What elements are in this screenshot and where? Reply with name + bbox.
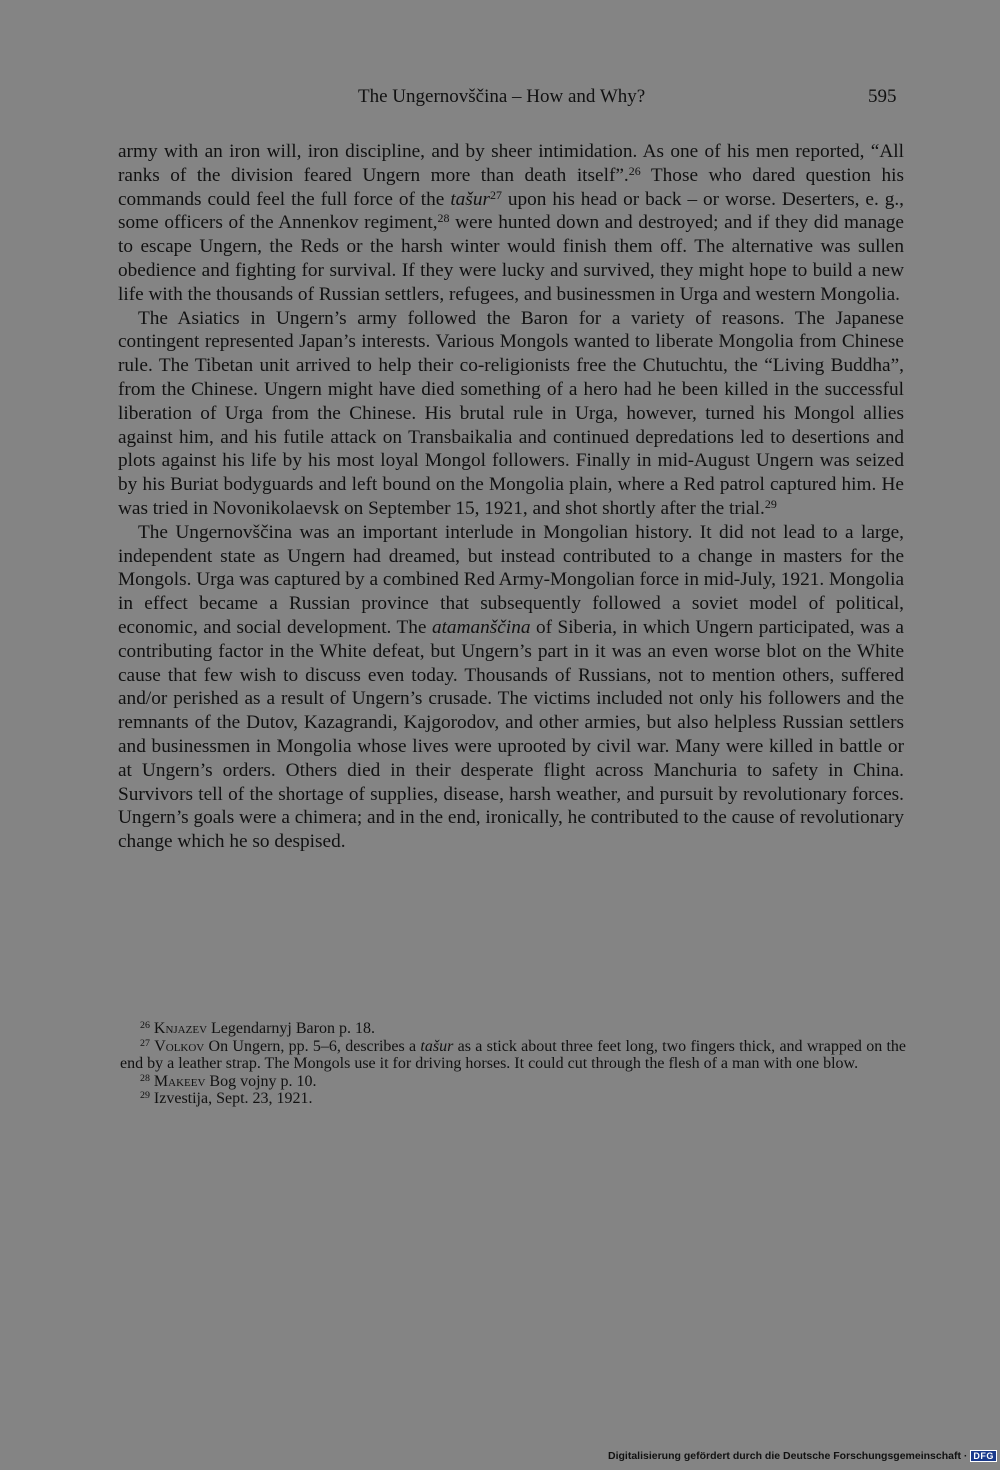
footnote-marker: 27 xyxy=(489,187,502,202)
footnotes xyxy=(120,1020,906,1108)
footnote-marker: 28 xyxy=(140,1072,150,1084)
text-run: army with an iron will, iron discipline, and by sheer intimidation. As one of his men reported, “All ranks of the division feared Ungern more than death itself”. xyxy=(118,141,904,186)
author-name: Volkov xyxy=(154,1037,205,1055)
text-run: were hunted down and destroyed; and if they did manage to escape Ungern, the Reds or the harsh winter would finish them off. The alternative was sullen obedience and fighting for survival. If they were lucky and survived, they might hope to build a new life with the thousands of Russian settlers, refugees, and businessmen in Urga and western Mongolia. xyxy=(118,212,904,305)
footnote-marker: 26 xyxy=(140,1020,150,1032)
footnote-marker: 29 xyxy=(140,1090,150,1102)
page-number: 595 xyxy=(868,86,897,107)
footnote-marker: 27 xyxy=(140,1037,150,1049)
text-run: as a stick about three feet long, two fingers thick, and wrapped on the end by a leather strap. The Mongols use it for driving horses. It could cut through the flesh of a man with one blow. xyxy=(120,1037,907,1072)
italic-term: atamanščina xyxy=(431,616,531,638)
dfg-logo: DFG xyxy=(970,1450,997,1462)
footnote-26 xyxy=(120,1020,906,1038)
text-run: Bog vojny p. 10. xyxy=(205,1072,317,1090)
footnote-marker: 26 xyxy=(628,163,641,178)
text-run: The Ungernovščina was an important interlude in Mongolian history. It did not lead to a large, independent state as Ungern had dreamed, but instead contributed to a change in masters for the Mongols. Urga was captured by a combined Red Army-Mongolian force in mid-July, 1921. Mongolia in effect became a Russian province that subsequently followed a soviet model of political, economic, and social development. The xyxy=(118,521,904,638)
text-run: Those who dared question his commands could feel the full force of the xyxy=(118,164,904,210)
text-run: The Asiatics in Ungern’s army followed the Baron for a variety of reasons. The Japanese contingent represented Japan’s interests. Various Mongols wanted to liberate Mongolia from Chinese rule. The Tibetan unit arrived to help their co-religionists free the Chutuchtu, the “Living Buddha”, from the Chinese. Ungern might have died something of a hero had he been killed in the successful liberation of Urga from the Chinese. His brutal rule in Urga, however, turned his Mongol allies against him, and his futile attack on Transbaikalia and continued depredations led to desertions and plots against his life by his most loyal Mongol followers. Finally in mid-August Ungern was seized by his Buriat bodyguards and left bound on the Mongolia plain, where a Red patrol captured him. He was tried in Novonikolaevsk on September 15, 1921, and shot shortly after the trial. xyxy=(118,307,904,519)
text-run: Legendarnyj Baron p. 18. xyxy=(207,1020,375,1037)
footnote-27 xyxy=(120,1038,906,1073)
text-run: upon his head or back – or worse. Deserters, e. g., some officers of the Annenkov regiment, xyxy=(118,188,904,234)
paragraph-3 xyxy=(118,521,904,854)
running-header-title: The Ungernovščina – How and Why? xyxy=(358,86,646,107)
footnote-29 xyxy=(120,1090,906,1108)
body-text xyxy=(118,140,904,854)
paragraph-1 xyxy=(118,140,904,307)
italic-term: tašur xyxy=(450,188,490,210)
footnote-marker: 28 xyxy=(437,211,450,226)
author-name: Makeev xyxy=(153,1072,206,1090)
text-run: Izvestija, Sept. 23, 1921. xyxy=(149,1090,313,1107)
text-run: of Siberia, in which Ungern participated, was a contributing factor in the White defeat, but Ungern’s part in it was an even worse blot on the White cause that few wish to discuss even today. Thousands of Russians, not to mention others, suffered and/or perished as a result of Ungern’s crusade. The victims included not only his followers and the remnants of the Dutov, Kazagrandi, Kajgorodov, and other armies, but also helpless Russian settlers and businessmen in Mongolia whose lives were uprooted by civil war. Many were killed in battle or at Ungern’s orders. Others died in their desperate flight across Manchuria to safety in China. Survivors tell of the shortage of supplies, disease, harsh weather, and pursuit by revolutionary forces. Ungern’s goals were a chimera; and in the end, ironically, he contributed to the cause of revolutionary change which he so despised. xyxy=(118,616,904,853)
digitization-credit xyxy=(608,1450,997,1462)
footnote-marker: 29 xyxy=(764,496,777,511)
italic-term: tašur xyxy=(420,1037,454,1055)
author-name: Knjazev xyxy=(153,1020,208,1037)
footnote-28 xyxy=(120,1073,906,1091)
text-run: On Ungern, pp. 5–6, describes a xyxy=(204,1037,421,1055)
paragraph-2 xyxy=(118,307,904,521)
digitization-credit-text: Digitalisierung gefördert durch die Deutsche Forschungsgemeinschaft · xyxy=(608,1450,968,1462)
